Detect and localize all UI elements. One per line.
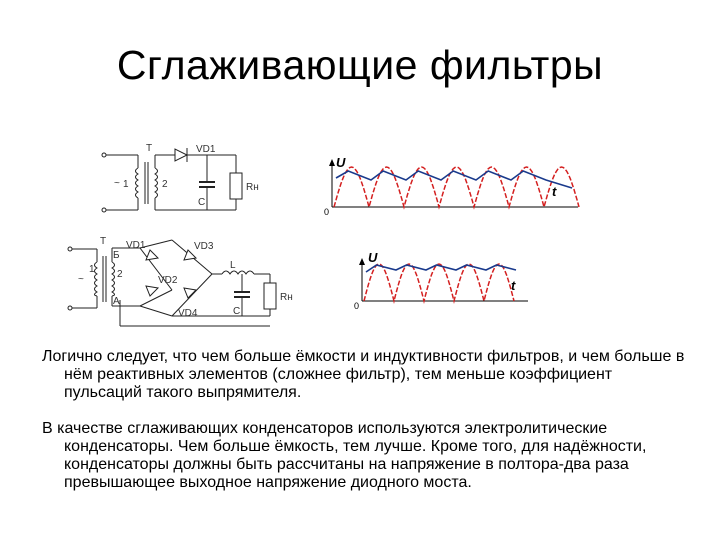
label-winding1: 1 [89, 264, 95, 275]
label-transformer: Т [146, 143, 153, 154]
graph-top-origin: 0 [324, 207, 330, 217]
label-vd4: VD4 [178, 308, 198, 319]
label-bridge-tilde: ~ [78, 274, 84, 285]
paragraph-2: В качестве сглаживающих конденсаторов используются электролитические конденсаторы. Чем больше ёмкость, тем лучше. Кроме того, для надёжности, конденсаторы должны быть рассчитаны на напряжение в полтора-два раза превышающее выходное напряжение диодного моста. [42, 420, 647, 491]
label-node-b: Б [113, 250, 120, 261]
label-bridge-capacitor: C [233, 306, 241, 317]
label-vd1: VD1 [196, 144, 216, 155]
label-vd3: VD3 [194, 241, 214, 252]
label-secondary: 2 [162, 179, 168, 190]
graph-top-y-arrow [329, 159, 335, 166]
graph-top-x-label: t [552, 184, 557, 199]
graph-bottom-ripple-curve [364, 264, 514, 301]
graph-bottom-origin: 0 [354, 301, 360, 311]
graph-bottom-y-label: U [368, 250, 378, 265]
slide-body [42, 348, 692, 492]
label-load: Rн [246, 182, 259, 193]
graph-top [324, 155, 579, 217]
label-node-a: А [113, 296, 120, 307]
label-primary: 1 [123, 179, 129, 190]
label-inductor: L [230, 260, 236, 271]
label-bridge-transformer: Т [100, 236, 107, 247]
graph-bottom-y-arrow [359, 258, 365, 265]
label-tilde: ~ [114, 178, 120, 189]
paragraph-1: Логично следует, что чем больше ёмкости и индуктивности фильтров, и чем больше в нём реактивных элементов (сложнее фильтр), тем меньше коэффициент пульсаций такого выпрямителя. [42, 348, 685, 401]
label-vd2: VD2 [158, 275, 178, 286]
label-vd1: VD1 [126, 240, 146, 251]
graph-top-smoothed-curve [336, 171, 572, 188]
label-bridge-load: Rн [280, 292, 293, 303]
slide-title: Сглаживающие фильтры [116, 42, 604, 88]
graph-bottom-x-label: t [511, 278, 516, 293]
circuit-bridge-labels [78, 236, 293, 319]
label-winding2: 2 [117, 269, 123, 280]
graph-bottom [354, 250, 528, 311]
graph-top-y-label: U [336, 155, 346, 170]
label-capacitor: C [198, 197, 206, 208]
